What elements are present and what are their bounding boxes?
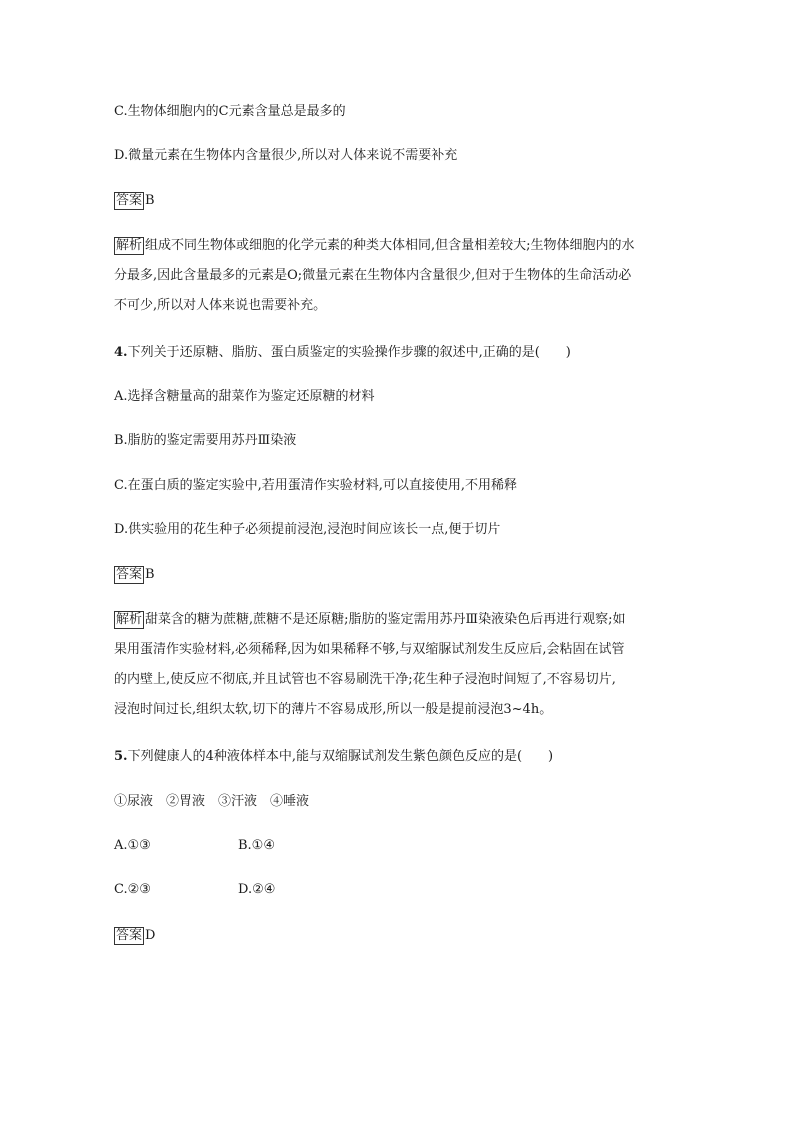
q3-answer (114, 191, 155, 211)
q4-option-a: A.选择含糖量高的甜菜作为鉴定还原糖的材料 (114, 389, 375, 404)
analysis-tag: 解析 (116, 238, 143, 253)
q4-option-b: B.脂肪的鉴定需要用苏丹Ⅲ染液 (114, 433, 297, 448)
answer-value: D (145, 928, 156, 943)
q5-option-c: C.②③ (114, 882, 151, 897)
q4-analysis-line-2: 果用蛋清作实验材料,必须稀释,因为如果稀释不够,与双缩脲试剂发生反应后,会粘固在试管 (114, 642, 625, 657)
question-number: 4. (114, 345, 128, 360)
q3-analysis-line-2: 分最多,因此含量最多的元素是O;微量元素在生物体内含量很少,但对于生物体的生命活动必 (114, 268, 632, 283)
q4-analysis-line-4: 浸泡时间过长,组织太软,切下的薄片不容易成形,所以一般是提前浸泡3~4h。 (114, 702, 553, 717)
q3-option-d: D.微量元素在生物体内含量很少,所以对人体来说不需要补充 (114, 148, 458, 163)
answer-value: B (145, 193, 155, 208)
q4-analysis-line-3: 的内壁上,使反应不彻底,并且试管也不容易刷洗干净;花生种子浸泡时间短了,不容易切片, (114, 672, 616, 687)
question-number: 5. (114, 749, 128, 764)
q5-option-d: D.②④ (238, 882, 276, 897)
q3-analysis-line-3: 不可少,所以对人体来说也需要补充。 (114, 298, 327, 313)
analysis-tag: 解析 (116, 612, 143, 627)
answer-tag: 答案 (116, 567, 143, 582)
answer-tag: 答案 (116, 928, 143, 943)
q5-samples: ①尿液 ②胃液 ③汗液 ④唾液 (114, 794, 310, 809)
q5-option-b: B.①④ (238, 838, 275, 853)
answer-tag: 答案 (116, 193, 143, 208)
q5-stem: 5.下列健康人的4种液体样本中,能与双缩脲试剂发生紫色颜色反应的是( ) (114, 749, 554, 764)
q4-analysis-line-1: 解析 甜菜含的糖为蔗糖,蔗糖不是还原糖;脂肪的鉴定需用苏丹Ⅲ染液染色后再进行观察;如 (116, 612, 626, 627)
q4-option-d: D.供实验用的花生种子必须提前浸泡,浸泡时间应该长一点,便于切片 (114, 522, 501, 537)
q5-option-a: A.①③ (114, 838, 151, 853)
q5-answer (114, 926, 155, 946)
q3-analysis-line-1: 解析 组成不同生物体或细胞的化学元素的种类大体相同,但含量相差较大;生物体细胞内的水 (116, 238, 635, 253)
q3-option-c: C.生物体细胞内的C元素含量总是最多的 (114, 104, 346, 119)
q4-stem: 4.下列关于还原糖、脂肪、蛋白质鉴定的实验操作步骤的叙述中,正确的是( ) (114, 345, 571, 360)
q4-option-c: C.在蛋白质的鉴定实验中,若用蛋清作实验材料,可以直接使用,不用稀释 (114, 478, 518, 493)
q4-answer (114, 565, 155, 585)
answer-value: B (145, 567, 155, 582)
